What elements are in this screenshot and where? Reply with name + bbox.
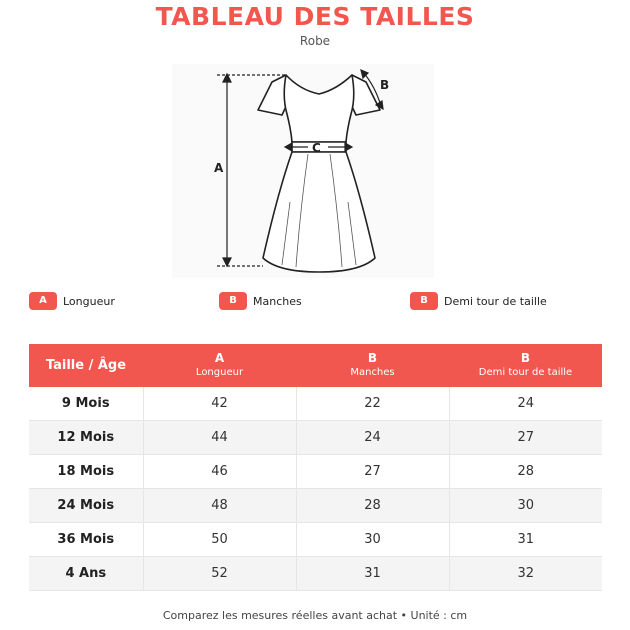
row-size-label: 9 Mois <box>29 387 143 421</box>
row-size-label: 36 Mois <box>29 523 143 557</box>
legend-label: Longueur <box>63 294 115 308</box>
column-header-letter: A <box>214 351 225 365</box>
cell-sleeves: 31 <box>296 557 449 591</box>
measure-c-label: C <box>312 141 321 155</box>
cell-half-waist: 27 <box>449 421 602 455</box>
column-header-size: Taille / Âge <box>29 344 143 387</box>
row-size-label: 4 Ans <box>29 557 143 591</box>
legend-label: Demi tour de taille <box>444 294 547 308</box>
legend-label: Manches <box>253 294 302 308</box>
column-header-length <box>143 344 296 387</box>
cell-half-waist: 24 <box>449 387 602 421</box>
legend-badge: B <box>219 292 247 310</box>
cell-length: 50 <box>143 523 296 557</box>
dress-diagram-icon <box>160 62 460 282</box>
table-row <box>29 489 602 523</box>
cell-sleeves: 24 <box>296 421 449 455</box>
table-row <box>29 523 602 557</box>
cell-half-waist: 30 <box>449 489 602 523</box>
cell-length: 48 <box>143 489 296 523</box>
column-header-letter: B <box>520 351 531 365</box>
column-header-letter: B <box>367 351 378 365</box>
cell-length: 44 <box>143 421 296 455</box>
footer-note: Comparez les mesures réelles avant achat • Unité : cm <box>162 609 468 622</box>
table-row <box>29 557 602 591</box>
cell-sleeves: 22 <box>296 387 449 421</box>
table-row <box>29 455 602 489</box>
legend-badge: A <box>29 292 57 310</box>
cell-sleeves: 28 <box>296 489 449 523</box>
cell-half-waist: 28 <box>449 455 602 489</box>
cell-sleeves: 27 <box>296 455 449 489</box>
table-header-row <box>29 344 602 387</box>
cell-half-waist: 31 <box>449 523 602 557</box>
column-header-label: Demi tour de taille <box>478 367 573 378</box>
measure-a-label: A <box>214 161 224 175</box>
column-header-label: Longueur <box>195 367 244 378</box>
table-row <box>29 387 602 421</box>
legend-badge: B <box>410 292 438 310</box>
legend-item-sleeves <box>219 291 302 311</box>
page-subtitle: Robe <box>299 34 331 48</box>
column-header-half-waist <box>449 344 602 387</box>
size-table <box>29 344 602 591</box>
row-size-label: 24 Mois <box>29 489 143 523</box>
column-header-label: Manches <box>350 367 395 378</box>
legend-item-half-waist <box>410 291 547 311</box>
measure-b-label: B <box>380 78 390 92</box>
cell-length: 52 <box>143 557 296 591</box>
page-title: TABLEAU DES TAILLES <box>155 2 475 31</box>
table-row <box>29 421 602 455</box>
cell-length: 42 <box>143 387 296 421</box>
cell-sleeves: 30 <box>296 523 449 557</box>
row-size-label: 18 Mois <box>29 455 143 489</box>
cell-length: 46 <box>143 455 296 489</box>
legend-item-length <box>29 291 115 311</box>
cell-half-waist: 32 <box>449 557 602 591</box>
column-header-sleeves <box>296 344 449 387</box>
row-size-label: 12 Mois <box>29 421 143 455</box>
